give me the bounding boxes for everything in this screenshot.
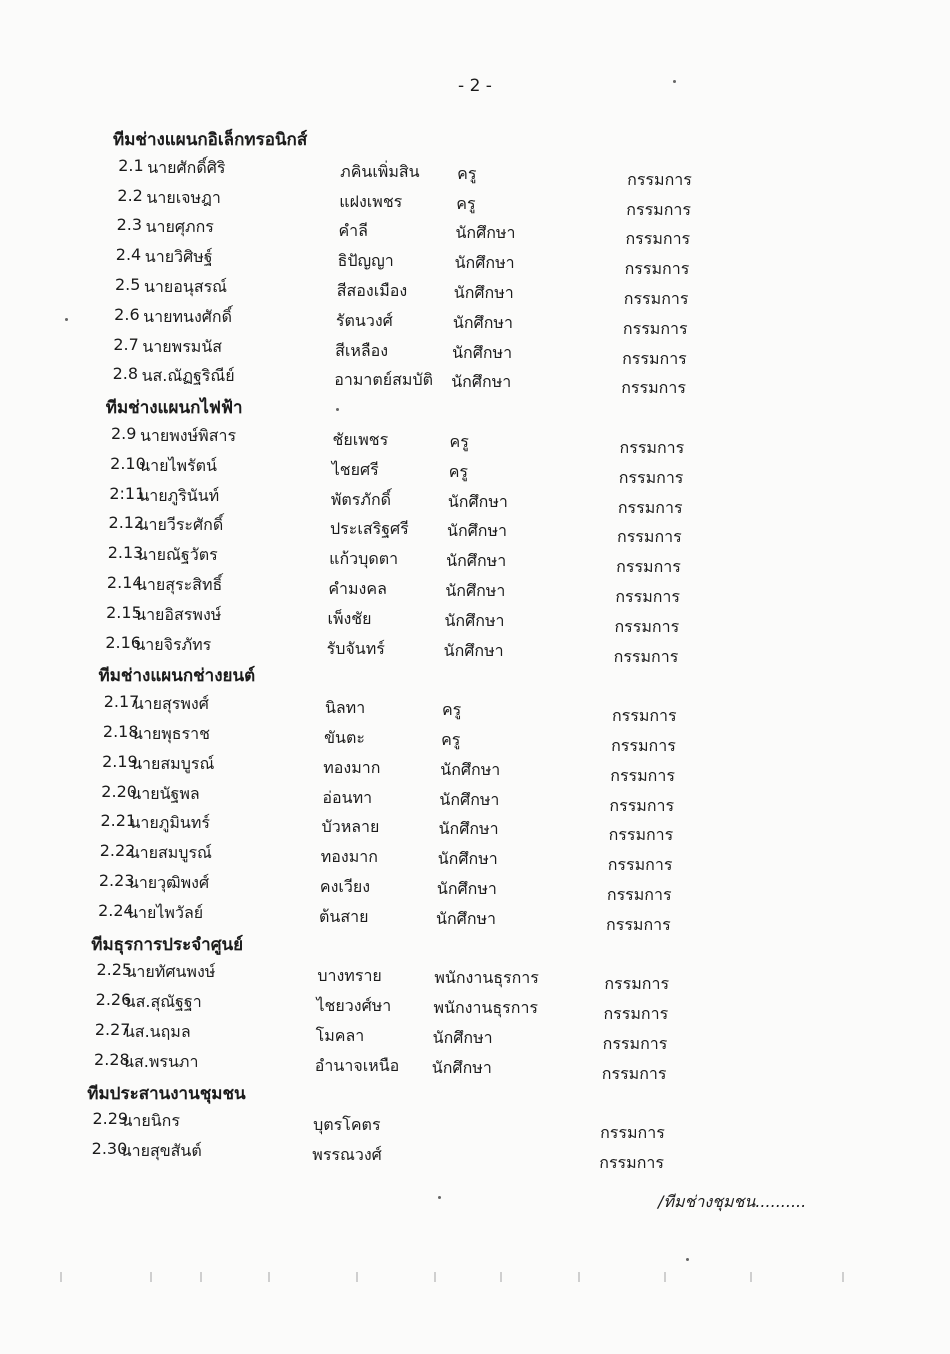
member-number: 2.24 xyxy=(98,900,134,920)
member-last-name: พรรณวงศ์ xyxy=(312,1145,382,1165)
member-number: 2.12 xyxy=(108,513,145,533)
member-first-name: นายภูรินันท์ xyxy=(138,485,220,505)
member-last-name: รัตนวงศ์ xyxy=(335,310,393,330)
member-position: นักศึกษา xyxy=(438,819,499,839)
member-last-name: ชัยเพชร xyxy=(332,430,389,449)
member-position: ครู xyxy=(457,163,477,183)
member-row xyxy=(0,424,950,457)
scan-mark xyxy=(500,1272,502,1282)
member-row xyxy=(0,900,950,934)
member-row xyxy=(0,1049,950,1083)
member-position: นักศึกษา xyxy=(443,640,504,660)
member-duty: กรรมการ xyxy=(610,765,675,785)
member-last-name: รับจันทร์ xyxy=(326,638,385,658)
member-position: นักศึกษา xyxy=(445,581,506,600)
member-number: 2.22 xyxy=(99,841,136,861)
member-duty: กรรมการ xyxy=(626,199,691,219)
scan-speck xyxy=(686,1258,689,1261)
scan-mark xyxy=(268,1272,270,1282)
member-number: 2.20 xyxy=(101,781,137,801)
member-number: 2.16 xyxy=(105,632,141,652)
member-position: ครู xyxy=(441,700,462,720)
member-row xyxy=(0,543,950,577)
member-first-name: นายพงษ์พิสาร xyxy=(139,426,237,445)
member-row xyxy=(0,155,950,189)
scan-mark xyxy=(356,1272,358,1282)
scan-mark xyxy=(60,1272,62,1282)
member-number: 2.28 xyxy=(94,1049,130,1069)
member-duty: กรรมการ xyxy=(609,795,675,815)
member-position: นักศึกษา xyxy=(452,312,513,332)
member-position: นักศึกษา xyxy=(439,789,500,809)
member-duty: กรรมการ xyxy=(625,229,691,249)
member-row xyxy=(0,1109,950,1143)
member-row xyxy=(0,990,950,1024)
member-position: นักศึกษา xyxy=(446,551,507,571)
member-first-name: นายภูมินทร์ xyxy=(129,813,210,833)
member-first-name: นส.สุณัฐฐา xyxy=(124,992,202,1012)
member-duty: กรรมการ xyxy=(601,1063,667,1083)
member-row xyxy=(0,275,950,308)
member-row xyxy=(0,871,950,904)
member-last-name: ไชยศรี xyxy=(331,459,379,479)
member-first-name: นายไพรัตน์ xyxy=(139,455,217,475)
member-last-name: อามาตย์สมบัติ xyxy=(334,370,433,390)
member-duty: กรรมการ xyxy=(606,885,672,904)
section-heading: ทีมประสานงานชุมชน xyxy=(87,1083,246,1104)
member-position: ครู xyxy=(456,193,476,213)
member-last-name: ภคินเพิ่มสิน xyxy=(340,161,420,181)
member-number: 2.21 xyxy=(100,811,137,831)
member-row xyxy=(0,1139,950,1173)
page-number: - 2 - xyxy=(458,76,492,96)
member-position: นักศึกษา xyxy=(451,372,512,392)
member-duty: กรรมการ xyxy=(615,587,680,606)
member-first-name: นายสุระสิทธิ์ xyxy=(135,575,223,594)
member-last-name: แฝงเพชร xyxy=(339,191,403,211)
scan-speck xyxy=(673,80,676,83)
member-duty: กรรมการ xyxy=(607,855,673,875)
member-last-name: บุตรโคตร xyxy=(313,1115,381,1135)
member-row xyxy=(0,185,950,219)
member-position: นักศึกษา xyxy=(447,521,508,541)
member-number: 2.27 xyxy=(94,1020,131,1039)
scan-speck xyxy=(336,408,339,411)
member-number: 2:11 xyxy=(109,483,146,503)
member-first-name: นส.พรนภา xyxy=(123,1051,199,1071)
member-last-name: ทองมาก xyxy=(323,757,381,777)
member-first-name: นายสมบูรณ์ xyxy=(131,753,215,773)
member-duty: กรรมการ xyxy=(617,497,683,517)
member-number: 2.19 xyxy=(102,751,138,771)
member-last-name: โมคลา xyxy=(315,1026,365,1045)
member-first-name: นายวุฒิพงศ์ xyxy=(127,873,210,892)
member-duty: กรรมการ xyxy=(606,914,671,934)
member-position: นักศึกษา xyxy=(454,253,515,273)
member-duty: กรรมการ xyxy=(621,378,686,398)
member-position: นักศึกษา xyxy=(452,342,513,362)
member-number: 2.9 xyxy=(110,424,137,443)
member-first-name: นายณัฐวัตร xyxy=(136,545,218,565)
member-row xyxy=(0,453,950,487)
member-first-name: นายศุภกร xyxy=(145,217,214,237)
member-position: นักศึกษา xyxy=(432,1028,493,1047)
member-first-name: นายทนงศักดิ์ xyxy=(143,306,232,326)
member-row xyxy=(0,692,950,726)
member-first-name: นายศักดิ์ศิริ xyxy=(147,157,226,177)
member-number: 2.3 xyxy=(116,215,143,235)
member-number: 2.8 xyxy=(112,364,139,384)
member-row xyxy=(0,751,950,785)
member-position: ครู xyxy=(449,432,469,451)
member-duty: กรรมการ xyxy=(602,1034,668,1053)
member-row xyxy=(0,483,950,517)
member-number: 2.23 xyxy=(98,871,135,890)
scan-mark xyxy=(664,1272,666,1282)
member-duty: กรรมการ xyxy=(623,289,689,308)
member-first-name: นายวีระศักดิ์ xyxy=(137,515,224,535)
member-first-name: นส.ณัฏฐริณีย์ xyxy=(141,366,235,386)
member-row xyxy=(0,1020,950,1053)
member-number: 2.4 xyxy=(115,245,142,265)
member-first-name: นายนัฐพล xyxy=(130,783,200,803)
member-number: 2.29 xyxy=(92,1109,129,1129)
member-number: 2.7 xyxy=(113,334,139,354)
member-first-name: นายสุขสันต์ xyxy=(120,1141,202,1161)
member-first-name: นายทัศนพงษ์ xyxy=(125,962,216,982)
member-last-name: คำมงคล xyxy=(328,579,387,598)
member-position: นักศึกษา xyxy=(455,223,516,243)
member-duty: กรรมการ xyxy=(622,348,687,368)
member-row xyxy=(0,960,950,994)
member-last-name: สีเหลือง xyxy=(335,340,389,360)
scan-mark xyxy=(200,1272,202,1282)
member-first-name: นายพรมนัส xyxy=(142,336,223,356)
member-duty: กรรมการ xyxy=(600,1123,665,1143)
member-last-name: อ่อนทา xyxy=(322,787,373,807)
member-last-name: สีสองเมือง xyxy=(336,281,408,300)
member-duty: กรรมการ xyxy=(608,825,674,845)
member-number: 2.18 xyxy=(102,722,139,741)
member-position: นักศึกษา xyxy=(436,908,497,928)
scan-mark xyxy=(750,1272,752,1282)
member-last-name: อำนาจเหนือ xyxy=(314,1055,400,1075)
member-row xyxy=(0,841,950,875)
scan-mark xyxy=(434,1272,436,1282)
member-last-name: คำลี xyxy=(338,221,368,241)
member-last-name: ทองมาก xyxy=(320,847,378,867)
member-row xyxy=(0,364,950,398)
member-position: นักศึกษา xyxy=(447,491,508,511)
member-last-name: ธิปัญญา xyxy=(337,251,394,271)
member-first-name: นายวิศิษฐ์ xyxy=(144,247,213,267)
member-position: นักศึกษา xyxy=(440,759,501,779)
scan-mark xyxy=(150,1272,152,1282)
member-duty: กรรมการ xyxy=(599,1153,664,1173)
member-last-name: เพ็งชัย xyxy=(327,608,372,628)
member-first-name: นายจิรภัทร xyxy=(134,634,212,654)
member-number: 2.10 xyxy=(110,453,146,473)
member-duty: กรรมการ xyxy=(622,318,688,338)
member-row xyxy=(0,334,950,368)
scan-speck xyxy=(65,318,68,321)
member-row xyxy=(0,722,950,755)
member-first-name: นายนิกร xyxy=(121,1111,180,1131)
member-last-name: คงเวียง xyxy=(319,877,371,896)
member-last-name: ประเสริฐศรี xyxy=(330,519,409,539)
member-row xyxy=(0,781,950,815)
member-duty: กรรมการ xyxy=(619,438,685,457)
member-number: 2.2 xyxy=(117,185,143,205)
scan-speck xyxy=(438,1196,441,1199)
member-number: 2.26 xyxy=(95,990,132,1010)
member-last-name: แก้วบุดตา xyxy=(329,549,399,569)
member-duty: กรรมการ xyxy=(614,616,680,636)
member-position: นักศึกษา xyxy=(453,283,514,302)
scan-mark xyxy=(578,1272,580,1282)
member-number: 2.30 xyxy=(91,1139,128,1159)
member-position: นักศึกษา xyxy=(437,849,498,869)
member-duty: กรรมการ xyxy=(627,169,692,189)
member-first-name: นายไพวัลย์ xyxy=(127,902,204,922)
member-first-name: นส.นฤมล xyxy=(123,1022,191,1041)
member-row xyxy=(0,513,950,547)
member-number: 2.14 xyxy=(106,573,143,592)
member-row xyxy=(0,602,950,636)
member-number: 2.13 xyxy=(107,543,144,563)
member-number: 2.15 xyxy=(106,602,142,622)
member-last-name: บางทราย xyxy=(317,966,382,986)
member-first-name: นายอิสรพงษ์ xyxy=(135,604,222,624)
member-row xyxy=(0,811,950,845)
member-first-name: นายสุรพงศ์ xyxy=(132,694,209,714)
member-number: 2.17 xyxy=(103,692,140,712)
member-row xyxy=(0,215,950,249)
scan-mark xyxy=(842,1272,844,1282)
member-duty: กรรมการ xyxy=(617,527,682,547)
member-duty: กรรมการ xyxy=(611,706,677,726)
member-last-name: นิลทา xyxy=(324,698,366,718)
member-duty: กรรมการ xyxy=(604,974,670,994)
member-first-name: นายเจษฎา xyxy=(146,187,221,207)
continuation-note: /ทีมช่างชุมชน.......... xyxy=(658,1192,807,1211)
member-number: 2.5 xyxy=(114,275,141,294)
member-first-name: นายอนุสรณ์ xyxy=(143,277,228,296)
member-last-name: บัวหลาย xyxy=(321,817,380,837)
member-position: พนักงานธุรการ xyxy=(434,968,539,988)
member-position: ครู xyxy=(448,461,468,481)
member-number: 2.6 xyxy=(114,304,140,324)
member-duty: กรรมการ xyxy=(616,557,681,577)
member-position: นักศึกษา xyxy=(431,1057,492,1077)
section-heading: ทีมธุรการประจำศูนย์ xyxy=(91,934,244,955)
member-last-name: พัตรภักดิ์ xyxy=(330,489,392,509)
section-heading: ทีมช่างแผนกช่างยนต์ xyxy=(98,666,256,687)
member-row xyxy=(0,632,950,666)
section-heading: ทีมช่างแผนกไฟฟ้า xyxy=(105,398,243,419)
member-row xyxy=(0,573,950,606)
member-first-name: นายพุธราช xyxy=(131,724,210,743)
member-last-name: ไชยวงศ์ษา xyxy=(316,996,392,1016)
member-position: พนักงานธุรการ xyxy=(433,998,539,1018)
member-duty: กรรมการ xyxy=(618,467,684,487)
member-duty: กรรมการ xyxy=(624,259,690,279)
member-position: ครู xyxy=(441,730,461,749)
member-row xyxy=(0,304,950,338)
member-first-name: นายสมบูรณ์ xyxy=(128,843,212,863)
member-duty: กรรมการ xyxy=(613,646,679,666)
member-last-name: ต้นสาย xyxy=(319,906,369,926)
member-number: 2.1 xyxy=(118,155,144,175)
member-row xyxy=(0,245,950,279)
member-duty: กรรมการ xyxy=(603,1004,669,1024)
member-position: นักศึกษา xyxy=(436,879,497,898)
member-number: 2.25 xyxy=(96,960,133,980)
member-position: นักศึกษา xyxy=(444,610,505,630)
member-duty: กรรมการ xyxy=(611,736,676,755)
member-last-name: ขันตะ xyxy=(324,728,365,747)
section-heading: ทีมช่างแผนกอิเล็กทรอนิกส์ xyxy=(113,130,308,150)
